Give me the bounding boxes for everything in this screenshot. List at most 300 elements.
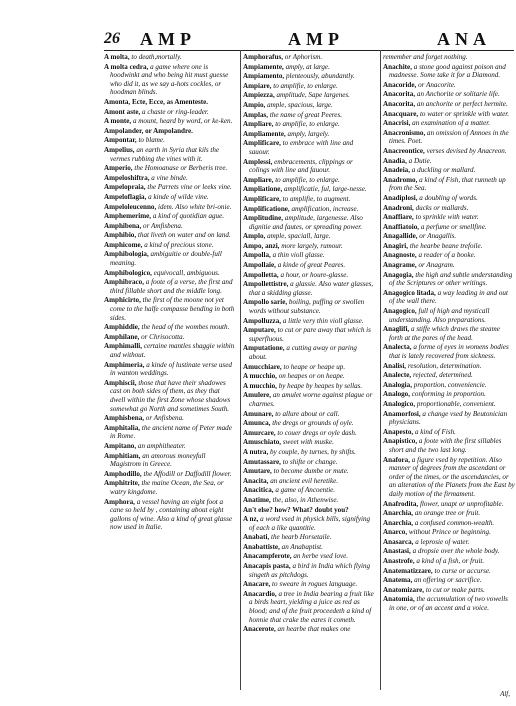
entry-definition: an omission of Annoes in the times. Poet. [389, 128, 509, 146]
dictionary-entry [383, 325, 515, 342]
dictionary-entry [243, 195, 375, 204]
entry-headword: Ampolla, [243, 251, 271, 260]
entry-definition: those that have their shadowes cast on both sides of them, as they that dwell within the first Zone whose shadows somewhat go North and sometimes South. [110, 378, 231, 413]
dictionary-entry [243, 111, 375, 120]
entry-definition: an anchorite or perfect hermite. [416, 99, 508, 108]
entry-definition: a confused common-wealth. [414, 518, 495, 527]
dictionary-entry [243, 120, 375, 129]
entry-definition: a game of Ancoentie. [275, 486, 336, 495]
dictionary-entry [383, 110, 515, 119]
entry-definition: by couple, by turnes, by shifts. [270, 447, 356, 456]
entry-headword: Ampiamento, [243, 72, 285, 81]
entry-definition: conforming in proportion. [411, 390, 486, 399]
dictionary-entry [243, 477, 375, 486]
dictionary-entry [243, 298, 375, 315]
entry-headword: Amphimeria, [104, 360, 145, 369]
dictionary-entry [383, 307, 515, 324]
entry-headword: Ampeloflagia, [104, 192, 147, 201]
entry-definition: ample, spaciall, large. [267, 232, 331, 241]
entry-headword: Analisi, [383, 361, 407, 370]
entry-definition: the ancient name of Peter made in Rome. [110, 423, 232, 441]
dictionary-entry [243, 158, 375, 175]
entry-headword: A mucchio, [243, 372, 277, 381]
dictionary-entry [243, 101, 375, 110]
entry-definition: embracements, clippings or colings with line and fauour. [249, 157, 353, 175]
entry-headword: Ampolletta, [243, 270, 279, 279]
entry-headword: Anatematizzare, [383, 566, 433, 575]
dictionary-entry [243, 590, 375, 624]
entry-definition: or Anagallis. [419, 232, 457, 241]
entry-definition: by heape by heapes by sellas. [278, 381, 363, 390]
entry-headword: Anacerote, [243, 625, 276, 634]
entry-headword: Anacquare, [383, 109, 419, 118]
dictionary-entry [243, 280, 375, 297]
dictionary-entry [383, 362, 515, 371]
dictionary-entry [243, 438, 375, 447]
entry-headword: Anatema, [383, 576, 413, 585]
dictionary-entry [383, 90, 515, 99]
dictionary-entry [243, 326, 375, 343]
entry-headword: Analogia, [383, 380, 412, 389]
entry-headword: Ampo, anzi, [243, 241, 280, 250]
dictionary-entry [104, 98, 236, 107]
entry-headword: Analogo, [383, 390, 410, 399]
dictionary-entry [243, 63, 375, 72]
entry-definition: the Homoanase or Berberis tree. [134, 164, 228, 173]
entry-headword: A nutra, [243, 447, 269, 456]
column-divider [240, 50, 241, 690]
entry-headword: Amont aste, [104, 107, 141, 116]
dictionary-entry [383, 400, 515, 409]
entry-headword: Ampontar, [104, 136, 137, 145]
entry-definition: the dregs or grounds of oyle. [272, 419, 354, 428]
entry-definition: a hour, or houre-glasse. [280, 270, 349, 279]
entry-definition: proportion, conveniencie. [413, 380, 487, 389]
entry-headword: Amphicome, [104, 240, 143, 249]
entry-headword: Ampliare, [243, 120, 274, 129]
entry-definition: an ancient evil heretike. [270, 476, 339, 485]
entry-definition: the, also, in Athenwise. [272, 495, 339, 504]
dictionary-entry [383, 557, 515, 566]
dictionary-entry [383, 176, 515, 193]
entry-headword: A mucchio, [243, 381, 277, 390]
entry-headword: Amphora, [104, 497, 135, 506]
entry-definition: the maine Ocean, the Sea, or watry kingdome. [110, 479, 224, 496]
entry-headword: Anacreontice, [383, 146, 425, 155]
entry-headword: Anatime, [243, 495, 271, 504]
dictionary-entry [104, 333, 236, 342]
entry-definition: an amphitheater. [137, 441, 186, 450]
entry-headword: Ampio, [243, 100, 266, 109]
dictionary-entry [383, 456, 515, 499]
dictionary-entry [104, 164, 236, 173]
entry-headword: Anatomia, [383, 595, 415, 604]
entry-headword: Anagogico litada, [383, 288, 436, 297]
dictionary-entry [104, 193, 236, 202]
entry-definition: a change vsed by Beutonician physicians. [389, 409, 508, 427]
dictionary-entry [104, 203, 236, 212]
entry-headword: Anaffiare, [383, 213, 414, 222]
entry-definition: to allure about or call. [275, 409, 340, 418]
dictionary-entry [104, 379, 236, 413]
dictionary-entry [104, 174, 236, 183]
entry-definition: to cut or pare away that which is superfluous. [249, 326, 371, 343]
dictionary-entry [243, 91, 375, 100]
entry-definition: to couer dregs or oyle dash. [277, 428, 357, 437]
entry-definition: boiling, puffing or swollen words without substance. [249, 298, 365, 316]
dictionary-entry [243, 185, 375, 194]
dictionary-entry [383, 251, 515, 260]
dictionary-entry [104, 63, 236, 97]
entry-headword: Anacorita, [383, 90, 416, 99]
entry-definition: amplification, increase. [291, 204, 359, 213]
entry-definition: a figure vsed by repetition. Also manner of degrees from the ascendant or order of the times, or the ascendancies, or an alteration of the Planets from the East by daily motion of the firmament. [389, 455, 515, 498]
entry-headword: Ampollaie, [243, 261, 276, 270]
dictionary-entry [383, 567, 515, 576]
entry-definition: a foote of a verse, the first and third fillable short and the middle long. [110, 278, 233, 295]
entry-headword: Anacoride, [383, 80, 417, 89]
entry-definition: the hearbe beane trefoile. [409, 241, 483, 250]
dictionary-entry [383, 343, 515, 360]
dictionary-entry [243, 344, 375, 361]
dictionary-entry [383, 410, 515, 427]
dictionary-entry [383, 100, 515, 109]
entry-definition: resolution, determination. [407, 361, 482, 370]
dictionary-entry [243, 130, 375, 139]
entry-headword: Ampiezza, [243, 91, 275, 100]
entry-headword: Analogico, [383, 399, 416, 408]
entry-definition: an Anchorite or solitarie life. [416, 90, 500, 99]
entry-definition: a little very thin violl glasse. [282, 316, 364, 325]
dictionary-entry [243, 625, 375, 634]
entry-definition: an examination of a matter. [412, 119, 490, 128]
dictionary-entry [243, 410, 375, 419]
entry-headword: Anarchia, [383, 518, 414, 527]
entry-definition: full of high and mysticall understanding. Also preparations. [389, 307, 490, 324]
dictionary-entry [383, 595, 515, 612]
entry-definition: a kind of quotidian ague. [152, 212, 225, 221]
entry-headword: Anastasi, [383, 547, 411, 556]
entry-headword: Amphibio, [104, 231, 137, 240]
dictionary-entry [243, 261, 375, 270]
dictionary-entry [243, 232, 375, 241]
guide-word-right: ANA [437, 29, 491, 49]
entry-definition: a leprosie of water. [415, 537, 470, 546]
entry-headword: Amphitrite, [104, 479, 140, 488]
column-2 [243, 53, 375, 693]
entry-definition: rejected, determined. [412, 371, 473, 380]
entry-headword: Amunare, [243, 409, 274, 418]
entry-definition: ambiguitie or double-full meaning. [110, 250, 222, 268]
entry-headword: Ampliare, [243, 175, 274, 184]
dictionary-entry [243, 467, 375, 476]
entry-definition: to amplifie, to enlarge. [275, 175, 340, 184]
entry-definition: an earth in Syria that kils the vermes rubbing the vines with it. [110, 145, 220, 163]
entry-definition: to shifte or change. [282, 457, 338, 466]
dictionary-entry [383, 242, 515, 251]
entry-headword: Ampiamente, [243, 62, 284, 71]
entry-headword: Anadromo, [383, 175, 418, 184]
entry-definition: a stone good against poison and madnesse. Some take it for a Diamond. [389, 62, 506, 80]
dictionary-entry [383, 213, 515, 222]
entry-definition: an offering or sacrifice. [414, 576, 482, 585]
entry-definition: to amplifie, to enlarge. [275, 120, 340, 129]
dictionary-entry [243, 317, 375, 326]
entry-headword: Ampelopraia, [104, 183, 146, 192]
entry-headword: Anastrofe, [383, 557, 415, 566]
dictionary-entry [383, 509, 515, 518]
entry-headword: Amucchiare, [243, 362, 282, 371]
dictionary-entry [243, 72, 375, 81]
entry-headword: Amphitalia, [104, 423, 141, 432]
dictionary-entry [243, 372, 375, 381]
dictionary-entry [104, 231, 236, 240]
dictionary-entry [243, 363, 375, 372]
entry-definition: a tree in India bearing a fruit like a birds heart, yielding a juice as red as blood; and of the fruit proceedeth a kind of honnie that crake the eares it cometh. [249, 589, 374, 624]
entry-headword: Anagogia, [383, 270, 414, 279]
dictionary-entry [383, 500, 515, 509]
entry-headword: Anafrodita, [383, 499, 419, 508]
entry-headword: Anacita, [243, 476, 269, 485]
entry-definition: a forme of eyes in womens bodies that is lately recovered from sickness. [389, 343, 509, 360]
column-1 [104, 53, 236, 693]
entry-headword: Anacampferote, [243, 552, 292, 561]
entry-headword: Amplificatione, [243, 204, 290, 213]
dictionary-entry [104, 136, 236, 145]
entry-headword: Ampliatione, [243, 185, 283, 194]
entry-definition: ample, spacious, large. [267, 100, 333, 109]
entry-headword: Ampeloleucenno, [104, 202, 157, 211]
entry-definition: more largely, rumour. [281, 241, 343, 250]
entry-headword: Amphibologico, [104, 268, 152, 277]
dictionary-entry [383, 538, 515, 547]
entry-headword: Anadeia, [383, 166, 410, 175]
entry-headword: Amphorafus, [243, 53, 284, 61]
guide-word-middle: AMP [288, 29, 344, 49]
entry-definition: a word vsed in physick bills, signifying of each a like quantitie. [249, 515, 371, 532]
entry-definition: a reader of a booke. [418, 251, 476, 260]
entry-definition: a bird in India which flying singeth as pitchdogs. [249, 562, 371, 579]
entry-headword: Ampollettistre, [243, 280, 289, 289]
dictionary-entry [243, 506, 375, 515]
dictionary-entry [383, 586, 515, 595]
entry-headword: Amphibologia, [104, 250, 149, 259]
entry-definition: the Parrets vine or leeks vine. [147, 183, 232, 192]
entry-headword: Ampliamente, [243, 129, 286, 138]
entry-headword: A molta cedra, [104, 62, 149, 71]
entry-definition: equivocall, ambiguous. [153, 268, 220, 277]
entry-headword: Amphiscii, [104, 378, 137, 387]
entry-definition: a doubling of words. [419, 193, 478, 202]
entry-definition: a game where one is hoodwinkt and who being hit must guesse who did it, as we say a-hots cockles, or hoodman blinds. [110, 62, 229, 97]
entry-headword: Anapistico, [383, 437, 418, 446]
dictionary-entry [243, 419, 375, 428]
entry-definition: an orange tree or fruit. [414, 509, 481, 518]
dictionary-entry [383, 547, 515, 556]
guide-word-left: AMP [140, 29, 196, 49]
entry-headword: Anatomizare, [383, 585, 425, 594]
dictionary-entry [383, 63, 515, 80]
entry-headword: Anagnoste, [383, 251, 417, 260]
entry-definition: a stiffe which draws the steame forth at the pores of the head. [389, 325, 500, 342]
dictionary-entry [104, 222, 236, 231]
entry-definition: a Dutie. [408, 156, 432, 165]
entry-definition: or Amfisbena. [143, 221, 183, 230]
entry-definition: to amplifie, to enlarge. [273, 81, 338, 90]
entry-definition: flower, unapt or unprofitable. [419, 499, 504, 508]
entry-definition: to sprinkle with water. [415, 213, 479, 222]
dictionary-entry [243, 53, 375, 62]
entry-definition: the accumulation of two vowells in one, or of an accent and a voice. [389, 595, 508, 613]
dictionary-entry [243, 552, 375, 561]
dictionary-entry [383, 223, 515, 232]
entry-definition: the hearb Horsetaile. [271, 533, 332, 542]
entry-headword: Amulere, [243, 391, 272, 400]
dictionary-entry [104, 414, 236, 423]
dictionary-entry [104, 53, 236, 62]
entry-definition: amplitude, largenesse. Also dignitie and fautes, or spreading power. [249, 214, 363, 231]
entry-definition: amply, at large. [285, 62, 330, 71]
dictionary-entry [243, 214, 375, 231]
entry-headword: Amphodillo, [104, 469, 142, 478]
dictionary-entry [104, 183, 236, 192]
entry-headword: Analecta, [383, 343, 412, 352]
entry-headword: Amurcare, [243, 428, 276, 437]
entry-headword: Anarco, [383, 528, 408, 537]
dictionary-entry [243, 391, 375, 408]
dictionary-entry [383, 528, 515, 537]
dictionary-entry [243, 271, 375, 280]
entry-definition: a kind of Fish. [414, 427, 456, 436]
entry-headword: Anacrisi, [383, 119, 411, 128]
entry-definition: a chaste or ring-leader. [142, 107, 209, 116]
dictionary-entry [104, 479, 236, 496]
entry-definition: the Affodill or Daffodill flower. [143, 469, 232, 478]
entry-headword: Amphicirto, [104, 296, 141, 305]
entry-headword: Anapesto, [383, 427, 414, 436]
entry-headword: A molta, [104, 53, 130, 61]
entry-headword: Anacare, [243, 580, 271, 589]
entry-headword: Ampitano, [104, 441, 137, 450]
dictionary-entry [383, 204, 515, 213]
entry-definition: an hearbe that makes one [277, 625, 351, 634]
dictionary-entry [243, 486, 375, 495]
dictionary-entry [104, 424, 236, 441]
entry-headword: Anagogico, [383, 307, 417, 316]
entry-definition: without Prince or beginning. [408, 528, 491, 537]
dictionary-entry [243, 242, 375, 251]
column-divider [380, 50, 381, 690]
dictionary-entry [243, 251, 375, 260]
dictionary-entry [104, 146, 236, 163]
entry-headword: Anamorfosi, [383, 409, 421, 418]
dictionary-entry [104, 452, 236, 469]
entry-headword: Amphisbena, [104, 414, 145, 423]
entry-headword: Amutare, [243, 467, 272, 476]
entry-definition: the name of great Peeres. [269, 110, 342, 119]
entry-definition: a dropsie over the whole body. [412, 547, 500, 556]
dictionary-entry [243, 533, 375, 542]
entry-headword: Anacardio, [243, 589, 277, 598]
entry-headword: Anabati, [243, 533, 270, 542]
entry-definition: idem. Also white bri-onie. [158, 202, 232, 211]
entry-definition: to water or sprinkle with water. [419, 109, 510, 118]
entry-headword: Amputatione, [243, 344, 285, 353]
entry-headword: Anagiri, [383, 241, 409, 250]
entry-definition: a mount, heard by word, or ke-ken. [132, 117, 233, 126]
entry-definition: a glassie. Also water glasses, that a skidding glasse. [249, 280, 374, 297]
dictionary-entry [383, 261, 515, 270]
dictionary-entry [383, 53, 515, 62]
dictionary-entry [243, 205, 375, 214]
entry-definition: amplificatie, ful, large-nesse. [284, 185, 367, 194]
entry-definition: a way leading in and out of the wall there. [389, 288, 508, 306]
dictionary-entry [243, 515, 375, 532]
entry-definition: sweet with muske. [282, 438, 334, 447]
entry-headword: Amphiddie, [104, 323, 140, 332]
dictionary-entry [104, 212, 236, 221]
dictionary-entry [104, 342, 236, 359]
dictionary-entry [104, 442, 236, 451]
dictionary-entry [383, 271, 515, 288]
entry-headword: Ampolander, or Ampolandre. [104, 126, 193, 135]
dictionary-entry [243, 580, 375, 589]
dictionary-entry [104, 241, 236, 250]
dictionary-entry [104, 108, 236, 117]
entry-headword: Anacorita, [383, 99, 416, 108]
dictionary-entry [383, 371, 515, 380]
dictionary-entry [104, 498, 236, 532]
dictionary-entry [243, 562, 375, 579]
entry-definition: a kind of precious stone. [144, 240, 214, 249]
entry-headword: Anacapis pasta, [243, 562, 291, 571]
dictionary-entry [383, 289, 515, 306]
dictionary-entry [383, 119, 515, 128]
entry-definition: a perfume or smellfine. [420, 222, 487, 231]
entry-headword: Ampolluzza, [243, 316, 282, 325]
entry-definition: an amulet worne against plague or charmes. [249, 391, 373, 408]
dictionary-entry [104, 269, 236, 278]
entry-headword: Anagallide, [383, 232, 418, 241]
dictionary-entry [104, 470, 236, 479]
dictionary-entry [243, 496, 375, 505]
dictionary-entry [383, 390, 515, 399]
entry-headword: Amphibraco, [104, 278, 145, 287]
entry-headword: Anadroni, [383, 203, 414, 212]
entry-headword: Amplitudine, [243, 214, 284, 223]
entry-definition: to heape or heape up. [283, 362, 346, 371]
dictionary-entry [383, 437, 515, 454]
page-number: 26 [104, 30, 120, 47]
dictionary-entry [383, 81, 515, 90]
entry-headword: An't else? how? What? doubt you? [243, 505, 349, 514]
dictionary-entry [383, 166, 515, 175]
entry-headword: Analecte, [383, 371, 412, 380]
entry-headword: Ampelius, [104, 145, 135, 154]
dictionary-entry [243, 176, 375, 185]
entry-definition: a vessel having an eight foot a cane so held by , containing about eight gallons of wine. Also a kind of great glasse now used in Italie. [110, 497, 232, 532]
entry-headword: Anasarca, [383, 537, 414, 546]
entry-definition: amplitude, Sape largenes. [276, 91, 350, 100]
entry-definition: to cut or make parts. [425, 585, 485, 594]
dictionary-entry [383, 194, 515, 203]
entry-definition: a duckling or mallard. [411, 166, 476, 175]
entry-definition: a kinde of lustinate verse used in wanton weddings. [110, 360, 232, 378]
dictionary-entry [243, 139, 375, 156]
entry-headword: Amonta, Ecte, Ecce, as Amenteste. [104, 97, 209, 106]
entry-headword: Anafora, [383, 455, 410, 464]
entry-headword: Amplificare, [243, 194, 281, 203]
